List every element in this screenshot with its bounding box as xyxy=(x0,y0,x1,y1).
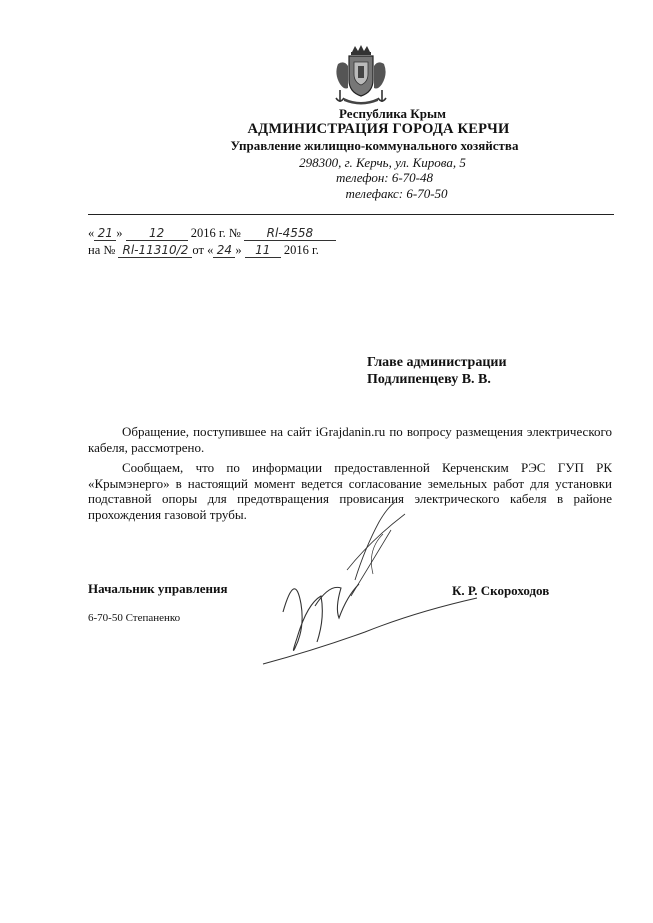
reply-number: Rl-11310/2 xyxy=(118,244,192,258)
in-reply-line xyxy=(88,243,319,258)
quote-close: » xyxy=(116,226,123,240)
reply-from: от « xyxy=(192,243,214,257)
signer-name: К. Р. Скороходов xyxy=(452,583,550,598)
registration-line xyxy=(88,226,336,241)
reply-quote: » xyxy=(235,243,242,257)
letterhead-phone: телефон: 6-70-48 xyxy=(335,170,434,185)
letterhead-fax: телефакс: 6-70-50 xyxy=(345,186,448,201)
letterhead-department: Управление жилищно-коммунального хозяйства xyxy=(230,138,519,153)
registration-month: 12 xyxy=(126,227,188,241)
registration-number: Rl-4558 xyxy=(244,227,336,241)
reply-year: 2016 г. xyxy=(283,243,319,257)
letterhead-republic: Республика Крым xyxy=(339,106,446,121)
reply-month: 11 xyxy=(245,244,281,258)
executor-contact: 6-70-50 Степаненко xyxy=(88,612,181,624)
registration-year: 2016 г. № xyxy=(190,226,241,240)
letterhead-address: 298300, г. Керчь, ул. Кирова, 5 xyxy=(299,155,466,170)
reply-day: 24 xyxy=(213,244,235,258)
signer-position: Начальник управления xyxy=(88,581,228,596)
body-paragraph-1: Обращение, поступившее на сайт iGrajdanin.ru по вопросу размещения электрического кабеля, рассмотрено. xyxy=(88,424,612,455)
registration-day: 21 xyxy=(94,227,116,241)
letterhead-administration: АДМИНИСТРАЦИЯ ГОРОДА КЕРЧИ xyxy=(247,121,510,137)
coat-of-arms-icon xyxy=(332,44,390,106)
body-paragraph-2: Сообщаем, что по информации предоставленной Керченским РЭС ГУП РК «Крымэнерго» в настоящий момент ведется согласование земельных работ для установки подставной опоры для предотвращения провисания электрического кабеля в районе прохождения газовой трубы. xyxy=(88,460,612,522)
handwritten-signature xyxy=(255,500,485,670)
quote-open: « xyxy=(88,226,95,240)
addressee-title: Главе администрации xyxy=(367,355,507,370)
in-reply-prefix: на № xyxy=(88,243,116,257)
letterhead-divider xyxy=(88,214,614,215)
addressee-name: Подлипенцеву В. В. xyxy=(367,372,491,387)
